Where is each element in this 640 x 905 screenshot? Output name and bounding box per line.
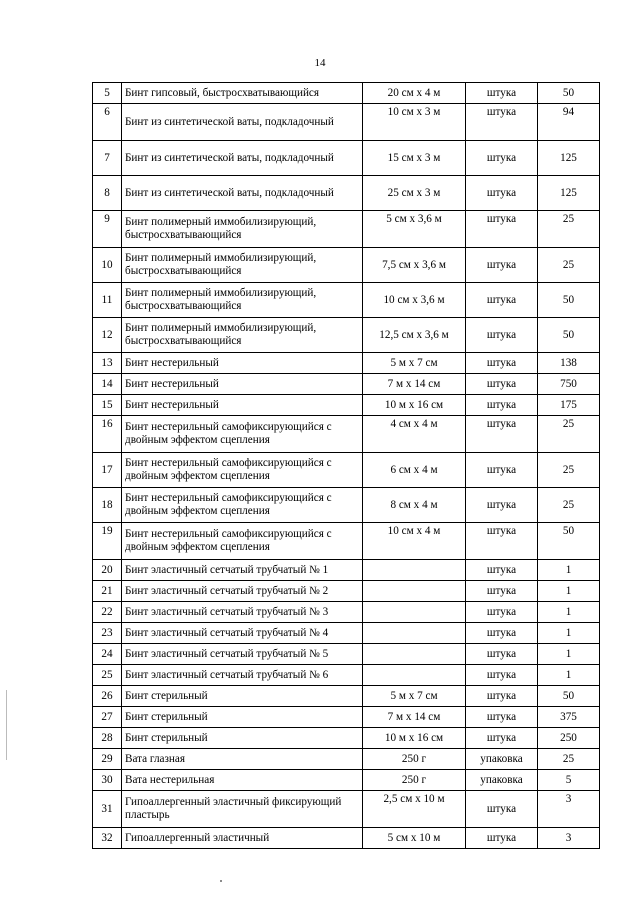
item-unit: штука <box>466 104 538 141</box>
item-quantity: 25 <box>538 248 600 283</box>
item-unit: штука <box>466 416 538 453</box>
item-size: 15 см х 3 м <box>363 141 466 176</box>
row-number: 21 <box>93 581 122 602</box>
item-unit: штука <box>466 644 538 665</box>
item-unit: штука <box>466 176 538 211</box>
item-quantity: 5 <box>538 770 600 791</box>
item-name: Вата глазная <box>122 749 363 770</box>
table-row <box>93 791 600 828</box>
item-size <box>363 623 466 644</box>
table-row <box>93 828 600 849</box>
item-name: Вата нестерильная <box>122 770 363 791</box>
item-unit: штука <box>466 623 538 644</box>
item-unit: штука <box>466 828 538 849</box>
item-name: Бинт эластичный сетчатый трубчатый № 4 <box>122 623 363 644</box>
row-number: 23 <box>93 623 122 644</box>
row-number: 15 <box>93 395 122 416</box>
row-number: 25 <box>93 665 122 686</box>
row-number: 19 <box>93 523 122 560</box>
row-number: 8 <box>93 176 122 211</box>
row-number: 29 <box>93 749 122 770</box>
row-number: 12 <box>93 318 122 353</box>
item-size: 7 м х 14 см <box>363 374 466 395</box>
row-number: 14 <box>93 374 122 395</box>
item-name: Бинт нестерильный самофиксирующийся с двойным эффектом сцепления <box>122 416 363 453</box>
table-row <box>93 453 600 488</box>
table-row <box>93 686 600 707</box>
row-number: 27 <box>93 707 122 728</box>
item-size: 25 см х 3 м <box>363 176 466 211</box>
item-size: 10 см х 3,6 м <box>363 283 466 318</box>
item-size: 20 см х 4 м <box>363 83 466 104</box>
item-name: Бинт эластичный сетчатый трубчатый № 6 <box>122 665 363 686</box>
row-number: 7 <box>93 141 122 176</box>
item-quantity: 3 <box>538 791 600 828</box>
item-unit: штука <box>466 686 538 707</box>
item-unit: штука <box>466 560 538 581</box>
item-name: Бинт эластичный сетчатый трубчатый № 1 <box>122 560 363 581</box>
scan-speck <box>220 880 222 882</box>
row-number: 11 <box>93 283 122 318</box>
item-unit: штука <box>466 353 538 374</box>
table-row <box>93 602 600 623</box>
row-number: 28 <box>93 728 122 749</box>
table-row <box>93 523 600 560</box>
item-quantity: 50 <box>538 318 600 353</box>
table-row <box>93 395 600 416</box>
row-number: 20 <box>93 560 122 581</box>
item-quantity: 175 <box>538 395 600 416</box>
row-number: 16 <box>93 416 122 453</box>
item-name: Бинт нестерильный самофиксирующийся с двойным эффектом сцепления <box>122 453 363 488</box>
table-row <box>93 644 600 665</box>
item-quantity: 94 <box>538 104 600 141</box>
table-row <box>93 488 600 523</box>
item-quantity: 1 <box>538 644 600 665</box>
item-unit: штука <box>466 395 538 416</box>
item-unit: штука <box>466 211 538 248</box>
item-size <box>363 602 466 623</box>
item-quantity: 138 <box>538 353 600 374</box>
table-row <box>93 749 600 770</box>
table-row <box>93 248 600 283</box>
table-row <box>93 623 600 644</box>
item-name: Бинт из синтетической ваты, подкладочный <box>122 104 363 141</box>
page-number: 14 <box>314 57 326 69</box>
item-quantity: 750 <box>538 374 600 395</box>
item-quantity: 50 <box>538 686 600 707</box>
row-number: 9 <box>93 211 122 248</box>
item-unit: штука <box>466 248 538 283</box>
items-table-body <box>93 83 600 849</box>
item-name: Бинт нестерильный <box>122 353 363 374</box>
item-quantity: 125 <box>538 176 600 211</box>
item-name: Бинт эластичный сетчатый трубчатый № 2 <box>122 581 363 602</box>
item-quantity: 1 <box>538 623 600 644</box>
row-number: 26 <box>93 686 122 707</box>
item-size: 5 м х 7 см <box>363 353 466 374</box>
table-row <box>93 353 600 374</box>
item-unit: штука <box>466 791 538 828</box>
table-row <box>93 416 600 453</box>
table-row <box>93 211 600 248</box>
item-name: Бинт стерильный <box>122 728 363 749</box>
item-size: 4 см х 4 м <box>363 416 466 453</box>
item-name: Бинт стерильный <box>122 707 363 728</box>
table-row <box>93 707 600 728</box>
item-unit: штука <box>466 728 538 749</box>
scan-margin-line <box>6 690 7 760</box>
row-number: 10 <box>93 248 122 283</box>
item-quantity: 50 <box>538 283 600 318</box>
item-unit: штука <box>466 581 538 602</box>
item-unit: штука <box>466 488 538 523</box>
item-name: Гипоаллергенный эластичный <box>122 828 363 849</box>
item-size: 10 см х 3 м <box>363 104 466 141</box>
item-size: 10 см х 4 м <box>363 523 466 560</box>
item-quantity: 1 <box>538 560 600 581</box>
item-unit: упаковка <box>466 770 538 791</box>
item-size: 8 см х 4 м <box>363 488 466 523</box>
table-row <box>93 770 600 791</box>
item-quantity: 1 <box>538 665 600 686</box>
item-unit: штука <box>466 707 538 728</box>
item-name: Бинт полимерный иммобилизирующий, быстросхватывающийся <box>122 248 363 283</box>
item-quantity: 25 <box>538 488 600 523</box>
item-size <box>363 644 466 665</box>
table-row <box>93 560 600 581</box>
table-row <box>93 318 600 353</box>
item-quantity: 1 <box>538 581 600 602</box>
item-size: 5 см х 10 м <box>363 828 466 849</box>
item-name: Бинт нестерильный <box>122 374 363 395</box>
item-name: Бинт полимерный иммобилизирующий, быстросхватывающийся <box>122 283 363 318</box>
item-name: Бинт эластичный сетчатый трубчатый № 5 <box>122 644 363 665</box>
item-quantity: 3 <box>538 828 600 849</box>
row-number: 6 <box>93 104 122 141</box>
item-size: 10 м х 16 см <box>363 395 466 416</box>
item-name: Бинт стерильный <box>122 686 363 707</box>
item-quantity: 25 <box>538 453 600 488</box>
row-number: 18 <box>93 488 122 523</box>
item-name: Бинт нестерильный самофиксирующийся с двойным эффектом сцепления <box>122 523 363 560</box>
item-size: 250 г <box>363 749 466 770</box>
item-quantity: 125 <box>538 141 600 176</box>
item-size <box>363 581 466 602</box>
item-size: 5 см х 3,6 м <box>363 211 466 248</box>
item-name: Гипоаллергенный эластичный фиксирующий пластырь <box>122 791 363 828</box>
item-quantity: 375 <box>538 707 600 728</box>
item-name: Бинт полимерный иммобилизирующий, быстросхватывающийся <box>122 318 363 353</box>
item-size: 5 м х 7 см <box>363 686 466 707</box>
item-name: Бинт из синтетической ваты, подкладочный <box>122 176 363 211</box>
item-unit: штука <box>466 374 538 395</box>
table-row <box>93 104 600 141</box>
item-size <box>363 665 466 686</box>
table-row <box>93 283 600 318</box>
item-size: 12,5 см х 3,6 м <box>363 318 466 353</box>
row-number: 17 <box>93 453 122 488</box>
item-unit: штука <box>466 318 538 353</box>
item-unit: штука <box>466 523 538 560</box>
row-number: 30 <box>93 770 122 791</box>
item-size <box>363 560 466 581</box>
item-unit: штука <box>466 665 538 686</box>
item-unit: штука <box>466 141 538 176</box>
row-number: 24 <box>93 644 122 665</box>
item-name: Бинт нестерильный самофиксирующийся с двойным эффектом сцепления <box>122 488 363 523</box>
item-size: 10 м х 16 см <box>363 728 466 749</box>
item-size: 6 см х 4 м <box>363 453 466 488</box>
row-number: 5 <box>93 83 122 104</box>
item-unit: штука <box>466 283 538 318</box>
items-table <box>92 82 600 849</box>
table-row <box>93 141 600 176</box>
item-size: 7 м х 14 см <box>363 707 466 728</box>
row-number: 22 <box>93 602 122 623</box>
row-number: 13 <box>93 353 122 374</box>
table-row <box>93 176 600 211</box>
row-number: 32 <box>93 828 122 849</box>
row-number: 31 <box>93 791 122 828</box>
table-row <box>93 665 600 686</box>
table-row <box>93 374 600 395</box>
table-row <box>93 581 600 602</box>
item-quantity: 250 <box>538 728 600 749</box>
item-name: Бинт эластичный сетчатый трубчатый № 3 <box>122 602 363 623</box>
item-quantity: 25 <box>538 211 600 248</box>
table-row <box>93 83 600 104</box>
item-name: Бинт из синтетической ваты, подкладочный <box>122 141 363 176</box>
item-quantity: 50 <box>538 523 600 560</box>
item-quantity: 25 <box>538 749 600 770</box>
item-unit: штука <box>466 83 538 104</box>
item-unit: штука <box>466 453 538 488</box>
item-size: 250 г <box>363 770 466 791</box>
item-size: 2,5 см х 10 м <box>363 791 466 828</box>
item-name: Бинт полимерный иммобилизирующий, быстросхватывающийся <box>122 211 363 248</box>
item-quantity: 1 <box>538 602 600 623</box>
item-name: Бинт нестерильный <box>122 395 363 416</box>
item-name: Бинт гипсовый, быстросхватывающийся <box>122 83 363 104</box>
item-unit: упаковка <box>466 749 538 770</box>
item-unit: штука <box>466 602 538 623</box>
item-size: 7,5 см х 3,6 м <box>363 248 466 283</box>
item-quantity: 50 <box>538 83 600 104</box>
item-quantity: 25 <box>538 416 600 453</box>
table-row <box>93 728 600 749</box>
